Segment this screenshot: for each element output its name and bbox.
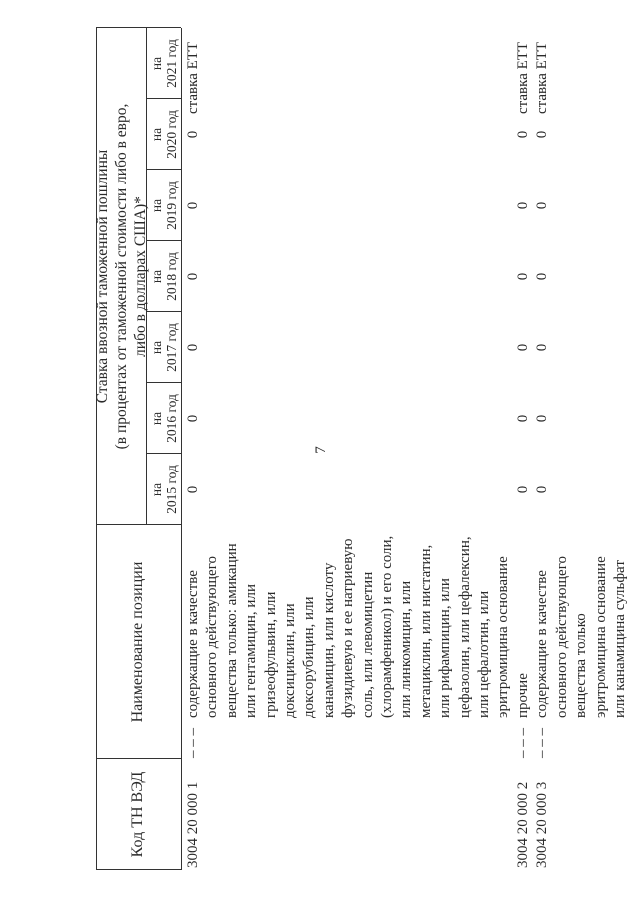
header-year-na: на [148,340,164,355]
row-name-line: канамицин, или кислоту [320,562,337,718]
row-name-line: вещества только [573,613,590,718]
row-rate-2018: 0 [184,272,201,281]
row-dash: – – – [185,728,201,758]
header-year-2016 [146,383,181,454]
header-year-2015 [146,454,181,525]
header-year-na: на [148,56,164,71]
row-rate-2016: 0 [184,414,201,423]
header-year-label: 2016 год [163,394,179,443]
header-year-label: 2021 год [163,39,179,88]
header-rate [93,28,149,525]
row-rate-2015: 0 [184,485,201,494]
row-name-line: содержащие в качестве [185,570,201,718]
row-name-line: доксициклин, или [282,603,298,718]
header-year-label: 2019 год [163,181,179,230]
row-name-line: или рифампицин, или [437,578,454,718]
row-rate-2017: 0 [534,343,551,352]
row-name-line: вещества только: амикацин [223,543,240,718]
rotated-table [93,28,628,870]
row-rate-2020: 0 [534,130,551,139]
header-year-2017 [146,312,181,383]
row-name-line: гризеофульвин, или [262,591,279,718]
header-code-text: Код ТН ВЭД [129,771,147,858]
row-rate-2016: 0 [534,414,551,423]
header-name [96,525,181,759]
header-rate-line-3: либо в долларах США)* [131,196,149,357]
row-name-line: или гентамицин, или [243,584,260,718]
header-year-label: 2020 год [163,110,179,159]
row-name-line: соль, или левомицетин [359,571,376,718]
header-year-na: на [148,269,164,284]
row-dash: – – – [515,728,531,758]
row-name-line: основного действующего [553,556,570,718]
row-rate-2020: 0 [514,130,531,139]
row-rate-2021: ставка ЕТТ [534,41,551,114]
row-rate-2016: 0 [514,414,531,423]
row-name-line: фузидиевую и ее натриевую [340,538,357,718]
row-rate-2018: 0 [534,272,551,281]
row-rate-2015: 0 [514,485,531,494]
row-code: 3004 20 000 1 [185,781,201,868]
row-code: 3004 20 000 3 [534,781,551,868]
row-rate-2015: 0 [534,485,551,494]
row-dash: – – – [534,728,551,758]
header-year-label: 2017 год [163,323,179,372]
header-year-2020 [146,99,181,170]
row-name-line: эритромицина основание [592,556,609,718]
row-rate-2021: ставка ЕТТ [515,41,531,114]
row-name-line: эритромицина основание [495,556,512,718]
row-name-line: (хлорамфеникол) и его соли, [379,535,395,718]
header-year-2018 [146,241,181,312]
row-name-line: метациклин, или нистатин, [417,544,434,718]
row-rate-2019: 0 [514,201,531,210]
header-rate-line-2: (в процентах от таможенной стоимости либо в евро, [112,103,130,450]
header-code [96,759,181,870]
header-bottom-border [181,28,182,870]
page-number: 7 [312,446,329,454]
row-rate-2017: 0 [184,343,201,352]
row-name-line: или цефалотин, или [476,590,492,718]
row-name-line: основного действующего [204,556,221,718]
row-rate-2021: ставка ЕТТ [185,41,201,114]
row-name-line: или канамицина сульфат [612,560,628,718]
row-rate-2017: 0 [514,343,531,352]
header-year-na: на [148,127,164,142]
row-rate-2019: 0 [534,201,551,210]
header-year-na: на [148,411,164,426]
header-year-2019 [146,170,181,241]
row-rate-2018: 0 [514,272,531,281]
header-year-label: 2015 год [163,465,179,514]
row-code: 3004 20 000 2 [515,781,531,868]
row-rate-2019: 0 [184,201,201,210]
header-year-na: на [148,198,164,213]
header-year-na: на [148,482,164,497]
row-name-line: содержащие в качестве [534,570,551,718]
header-rate-line-1: Ставка ввозной таможенной пошлины [93,149,111,404]
header-year-2021 [146,28,181,99]
header-year-label: 2018 год [163,252,179,301]
row-name-line: доксорубицин, или [301,596,318,718]
row-name-line: цефазолин, или цефалексин, [456,536,473,718]
row-name-line: прочие [515,673,531,718]
row-name-line: или линкомицин, или [398,580,415,718]
row-rate-2020: 0 [184,130,201,139]
header-name-text: Наименование позиции [129,561,147,723]
